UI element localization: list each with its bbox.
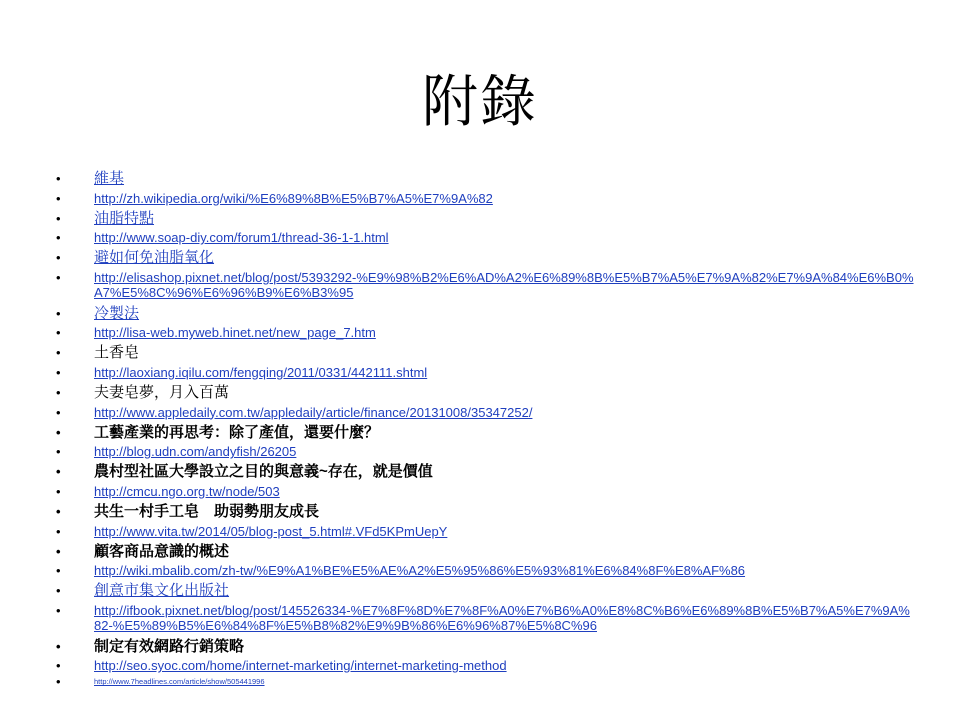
bullet-icon: • [56, 523, 61, 539]
bullet-icon: • [56, 464, 61, 480]
list-item [56, 563, 916, 579]
bullet-icon: • [56, 504, 61, 519]
reference-link[interactable]: http://wiki.mbalib.com/zh-tw/%E9%A1%BE%E5%AE%A2%E5%95%86%E5%93%81%E6%84%8F%E8%AF%86 [94, 563, 746, 579]
reference-list [56, 170, 916, 690]
list-item [56, 405, 916, 421]
list-item [56, 424, 916, 441]
reference-link[interactable]: 油脂特點 [94, 209, 155, 227]
reference-link[interactable]: http://www.vita.tw/2014/05/blog-post_5.html#.VFd5KPmUepY [94, 523, 448, 539]
list-item [56, 325, 916, 341]
bullet-icon: • [56, 483, 61, 499]
list-item [56, 191, 916, 207]
bullet-icon: • [56, 638, 61, 654]
list-item [56, 524, 916, 540]
list-item [56, 230, 916, 246]
list-item [56, 484, 916, 500]
reference-text: 夫妻皂夢，月入百萬 [94, 383, 230, 401]
reference-link[interactable]: http://laoxiang.iqilu.com/fengqing/2011/0331/442111.shtml [94, 364, 428, 380]
bullet-icon: • [56, 210, 61, 226]
reference-link[interactable]: 創意市集文化出版社 [94, 582, 230, 600]
list-item [56, 305, 916, 322]
reference-link[interactable]: http://lisa-web.myweb.hinet.net/new_page_7.htm [94, 325, 376, 341]
reference-text: 共生一村手工皂 助弱勢朋友成長 [94, 503, 320, 520]
bullet-icon: • [56, 171, 61, 186]
bullet-icon: • [56, 563, 61, 579]
reference-link[interactable]: 避如何免油脂氧化 [94, 249, 215, 267]
bullet-icon: • [56, 583, 61, 599]
list-item [56, 384, 916, 401]
reference-text: 土香皂 [94, 344, 140, 362]
reference-text: 顧客商品意識的概述 [94, 542, 230, 560]
list-item [56, 674, 916, 690]
list-item [56, 249, 916, 266]
bullet-icon: • [56, 602, 61, 618]
bullet-icon: • [56, 384, 61, 400]
bullet-icon: • [56, 190, 61, 206]
reference-link[interactable]: 維基 [94, 170, 125, 187]
list-item [56, 210, 916, 227]
list-item [56, 503, 916, 520]
bullet-icon: • [56, 305, 61, 321]
page-title: 附錄 [422, 70, 538, 135]
list-item [56, 658, 916, 674]
bullet-icon: • [56, 345, 61, 361]
list-item [56, 582, 916, 599]
bullet-icon: • [56, 444, 61, 460]
reference-link[interactable]: http://www.appledaily.com.tw/appledaily/article/finance/20131008/35347252/ [94, 404, 533, 420]
list-item [56, 463, 916, 480]
reference-link[interactable]: http://cmcu.ngo.org.tw/node/503 [94, 483, 280, 499]
bullet-icon: • [56, 364, 61, 380]
bullet-icon: • [56, 658, 61, 674]
list-item [56, 365, 916, 381]
list-item [56, 444, 916, 460]
list-item [56, 638, 916, 655]
list-item [56, 603, 916, 634]
reference-link[interactable]: http://www.7headlines.com/article/show/505441996 [94, 677, 265, 687]
list-item [56, 344, 916, 361]
reference-link[interactable]: 冷製法 [94, 304, 140, 322]
bullet-icon: • [56, 325, 61, 341]
reference-text: 制定有效網路行銷策略 [94, 637, 245, 655]
reference-text: 農村型社區大學設立之目的與意義~存在，就是價值 [94, 463, 433, 481]
bullet-icon: • [56, 674, 61, 690]
list-item [56, 270, 916, 301]
bullet-icon: • [56, 404, 61, 420]
reference-link[interactable]: http://ifbook.pixnet.net/blog/post/145526334-%E7%8F%8D%E7%8F%A0%E7%B6%A0%E8%8C%B6%E6%89%8B%E5%B7%A5%E7%9A%82-%E5%89%B5%E6%84%8F%E5%B8%82%E9%9B%86%E6%96%87%E5%8C%96 [94, 602, 910, 634]
reference-link[interactable]: http://zh.wikipedia.org/wiki/%E6%89%8B%E5%B7%A5%E7%9A%82 [94, 190, 493, 206]
list-item [56, 543, 916, 560]
reference-text: 工藝產業的再思考：除了產值，還要什麼？ [94, 423, 380, 441]
reference-link[interactable]: http://elisashop.pixnet.net/blog/post/5393292-%E9%98%B2%E6%AD%A2%E6%89%8B%E5%B7%A5%E7%9A%82%E7%9A%84%E6%B0%A7%E5%8C%96%E6%96%B9%E6%B3%95 [94, 269, 914, 301]
reference-link[interactable]: http://www.soap-diy.com/forum1/thread-36-1-1.html [94, 230, 389, 246]
bullet-icon: • [56, 543, 61, 559]
list-item [56, 170, 916, 187]
bullet-icon: • [56, 269, 61, 285]
bullet-icon: • [56, 424, 61, 440]
bullet-icon: • [56, 230, 61, 246]
bullet-icon: • [56, 250, 61, 266]
reference-link[interactable]: http://seo.syoc.com/home/internet-marketing/internet-marketing-method [94, 658, 507, 674]
reference-link[interactable]: http://blog.udn.com/andyfish/26205 [94, 444, 297, 460]
